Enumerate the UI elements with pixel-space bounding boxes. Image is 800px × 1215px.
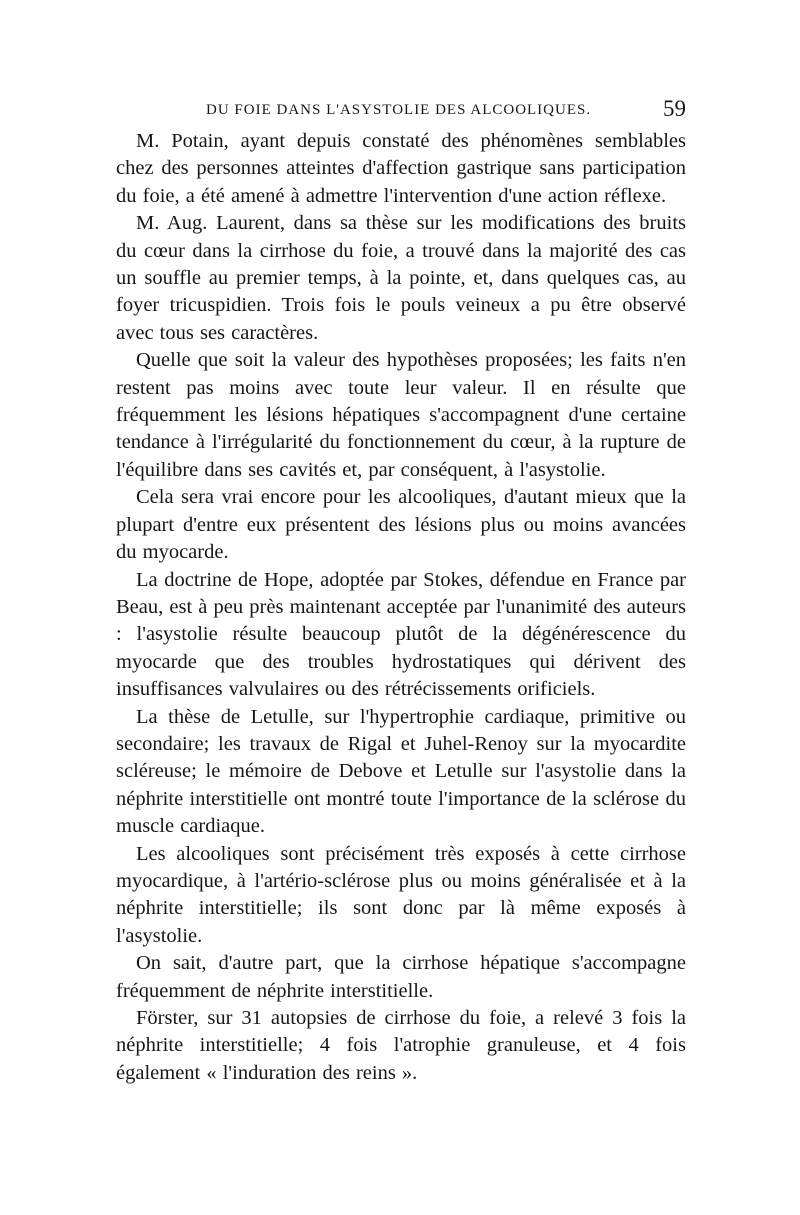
paragraph-laurent: M. Aug. Laurent, dans sa thèse sur les modifications des bruits du cœur dans la cirrhose du foie, a trouvé dans la majorité des cas un souffle au premier temps, à la pointe, et, dans quelques cas, au foyer tricuspidien. Trois fois le pouls veineux a pu être observé avec tous ses caractères. [116,212,686,344]
paragraph-cirrhose-myocardique: Les alcooliques sont précisément très exposés à cette cirrhose myocardique, à l'artério-sclérose plus ou moins généralisée et à la néphrite interstitielle; ils sont donc par là même exposés à l'asystolie. [116,842,686,947]
paragraph-hypotheses: Quelle que soit la valeur des hypothèses proposées; les faits n'en restent pas moins avec toute leur valeur. Il en résulte que fréquemment les lésions hépatiques s'accompagnent d'une certaine tendance à l'irrégularité du fonctionnement du cœur, à la rupture de l'équilibre dans ses cavités et, par conséquent, à l'asystolie. [116,349,686,481]
running-head [116,96,686,126]
paragraph-forster: Förster, sur 31 autopsies de cirrhose du foie, a relevé 3 fois la néphrite interstitielle; 4 fois l'atrophie granuleuse, et 4 fois également « l'induration des reins ». [116,1007,686,1084]
paragraph-nephrite: On sait, d'autre part, que la cirrhose hépatique s'accompagne fréquemment de néphrite interstitielle. [116,952,686,1002]
body-text [116,128,686,1087]
paragraph-letulle: La thèse de Letulle, sur l'hypertrophie cardiaque, primitive ou secondaire; les travaux de Rigal et Juhel-Renoy sur la myocardite scléreuse; le mémoire de Debove et Letulle sur l'asystolie dans la néphrite interstitielle ont montré toute l'importance de la sclérose du muscle cardiaque. [116,705,686,838]
paragraph-alcooliques: Cela sera vrai encore pour les alcooliques, d'autant mieux que la plupart d'entre eux présentent des lésions plus ou moins avancées du myocarde. [116,486,686,564]
running-title: DU FOIE DANS L'ASYSTOLIE DES ALCOOLIQUES. [206,102,592,118]
paragraph-hope-doctrine: La doctrine de Hope, adoptée par Stokes, défendue en France par Beau, est à peu près maintenant acceptée par l'unanimité des auteurs : l'asystolie résulte beaucoup plutôt de la dégénérescence du myocarde que des troubles hydrostatiques qui dérivent des insuffisances valvulaires ou des rétrécissements orificiels. [116,568,686,701]
paragraph-potain: M. Potain, ayant depuis constaté des phénomènes semblables chez des personnes atteintes d'affection gastrique sans participation du foie, a été amené à admettre l'intervention d'une action réflexe. [116,130,686,207]
page-number: 59 [663,96,686,121]
